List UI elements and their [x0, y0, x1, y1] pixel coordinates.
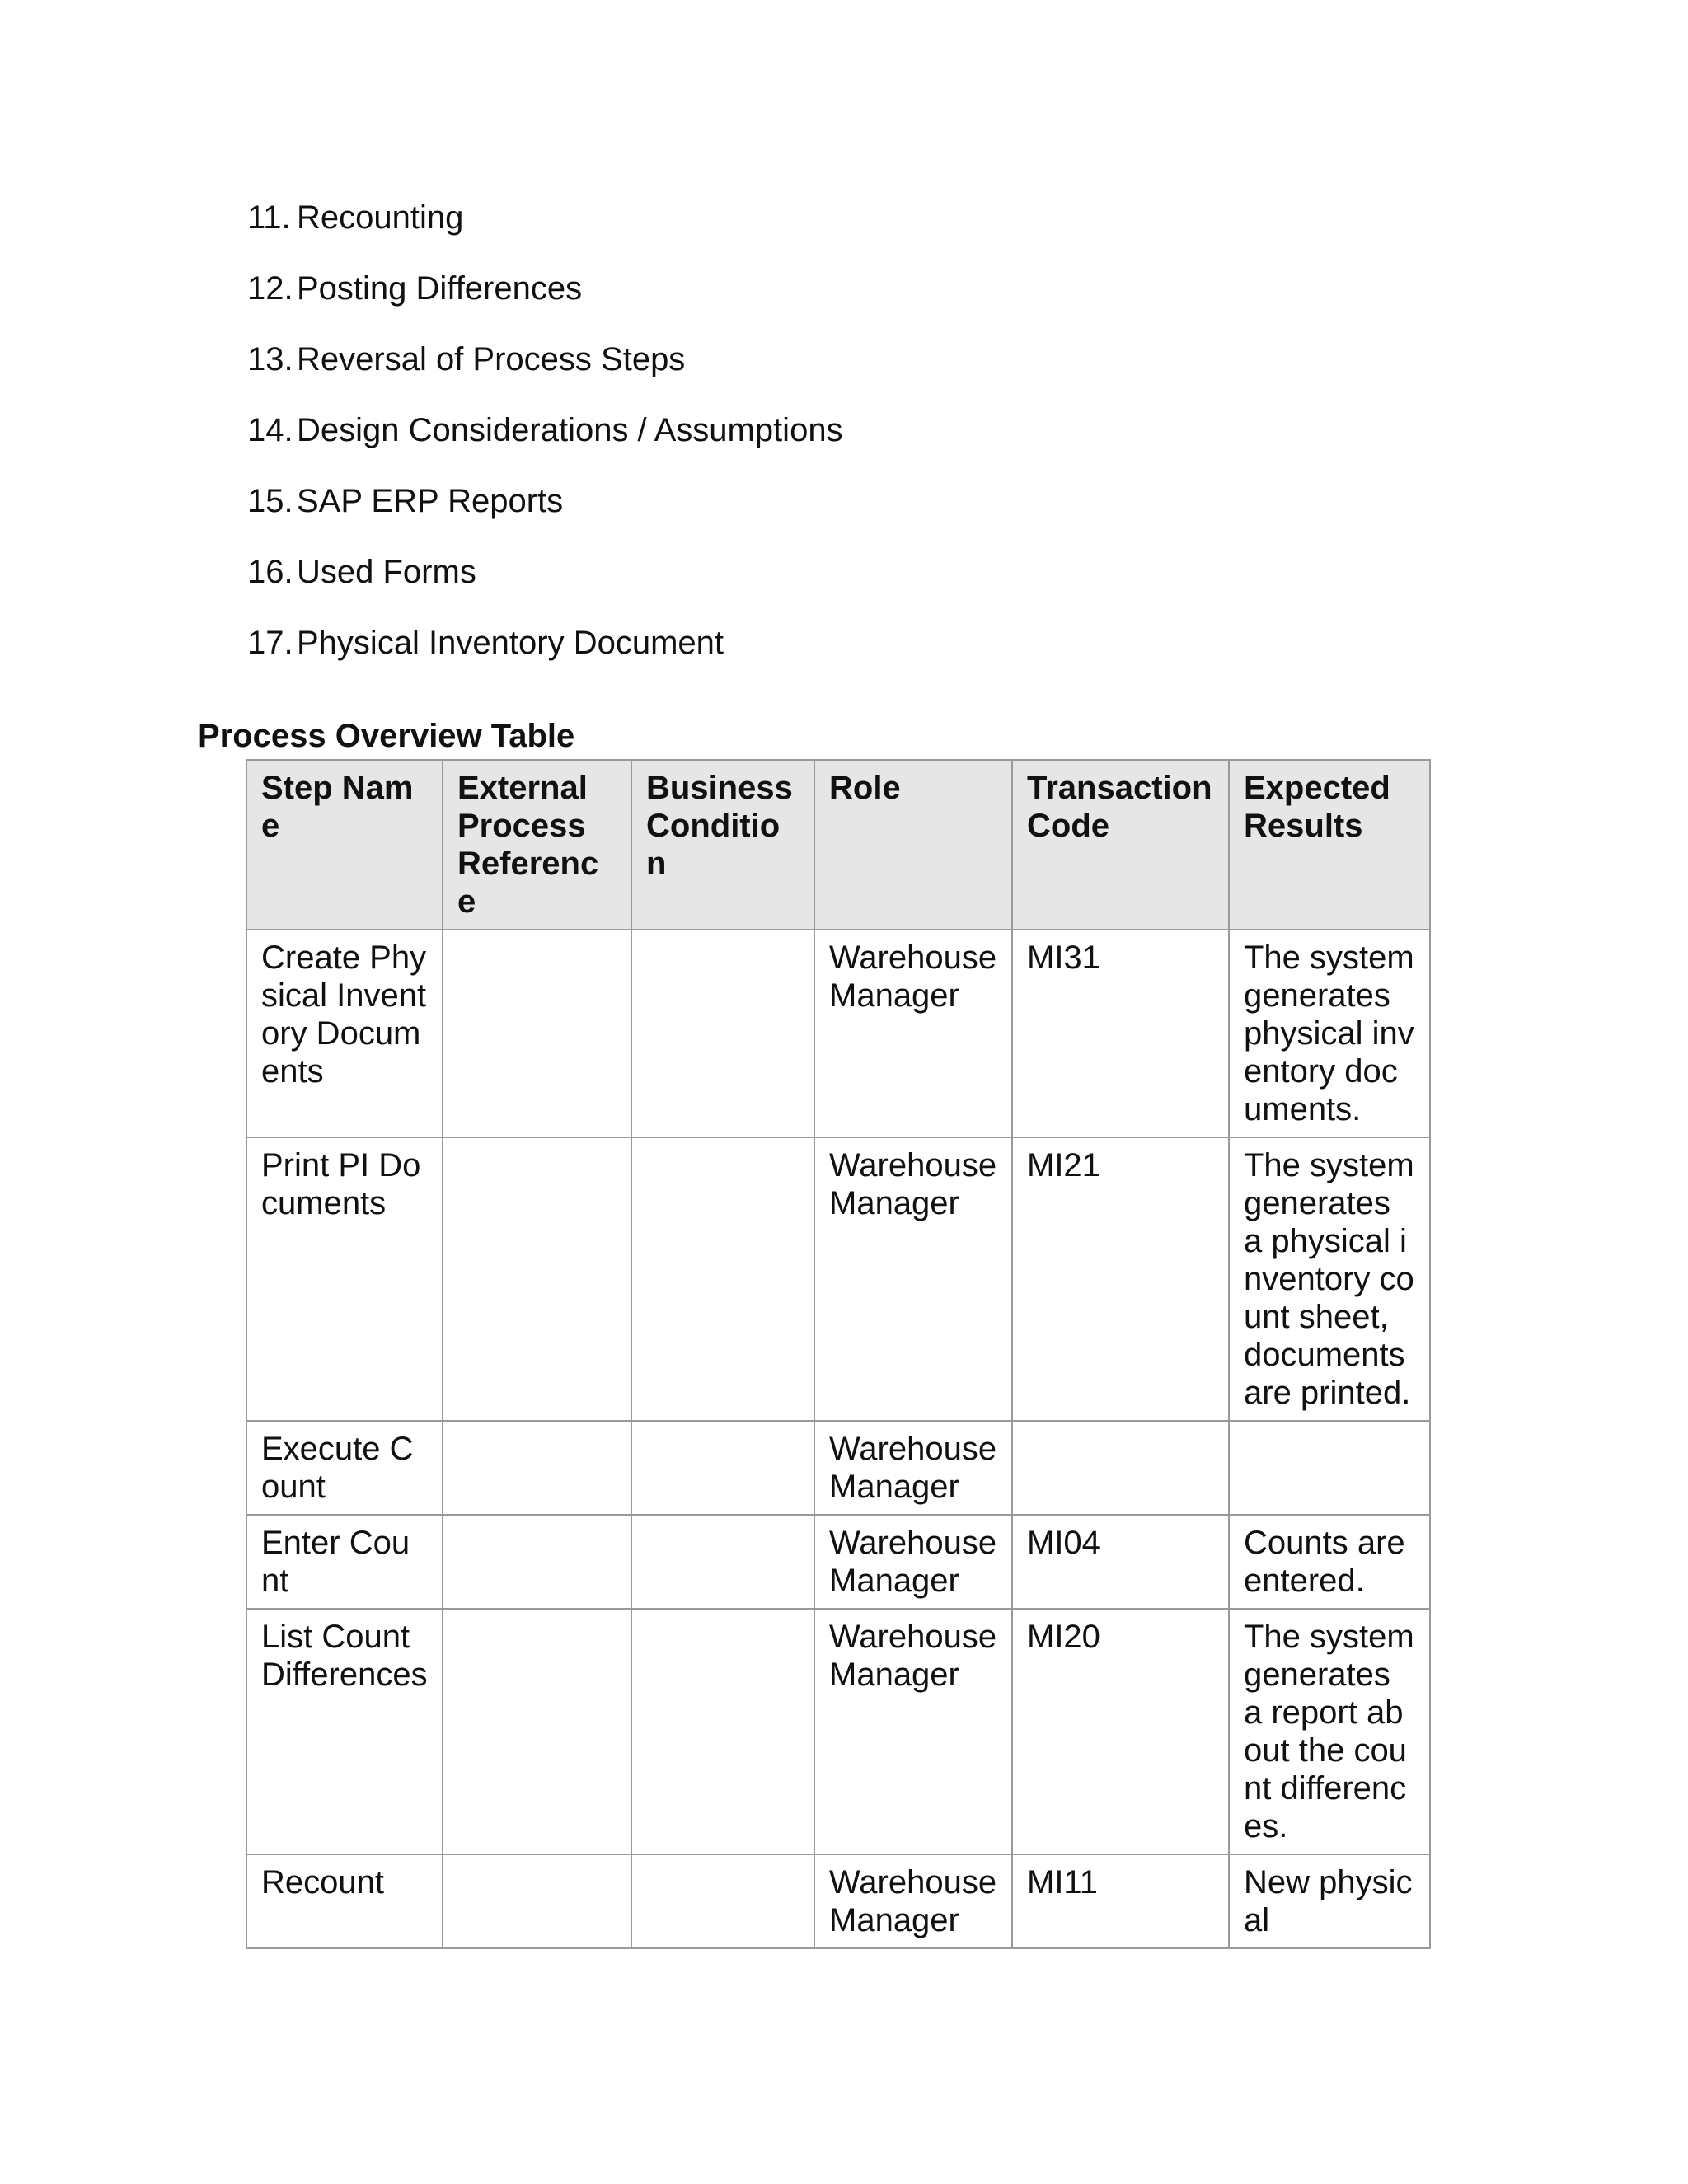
toc-item	[247, 475, 843, 546]
toc-item-number: 12.	[247, 270, 293, 307]
cell-business-condition	[631, 930, 814, 1137]
cell-business-condition	[631, 1854, 814, 1948]
cell-role: Warehouse Manager	[814, 1854, 1012, 1948]
toc-item-label: Physical Inventory Document	[297, 625, 724, 661]
header-external-process-reference: External Process Reference	[443, 760, 631, 930]
toc-item	[247, 546, 843, 616]
cell-business-condition	[631, 1421, 814, 1515]
cell-business-condition	[631, 1609, 814, 1854]
toc-item-number: 13.	[247, 341, 293, 377]
table-header-row	[246, 760, 1430, 930]
cell-expected-results	[1229, 1421, 1430, 1515]
toc-item	[247, 262, 843, 333]
cell-external-process-reference	[443, 930, 631, 1137]
toc-item-label: Reversal of Process Steps	[297, 341, 686, 377]
toc-item-number: 11.	[247, 199, 291, 236]
cell-role: Warehouse Manager	[814, 1515, 1012, 1609]
cell-transaction-code: MI11	[1012, 1854, 1229, 1948]
cell-expected-results: The system generates physical inventory documents.	[1229, 930, 1430, 1137]
cell-external-process-reference	[443, 1515, 631, 1609]
section-title: Process Overview Table	[198, 718, 575, 754]
toc-item-number: 15.	[247, 483, 293, 519]
cell-role: Warehouse Manager	[814, 930, 1012, 1137]
toc-item-label: Design Considerations / Assumptions	[297, 412, 843, 448]
toc-item-number: 16.	[247, 554, 293, 590]
toc-item-number: 14.	[247, 412, 293, 448]
table-row	[246, 1609, 1430, 1854]
process-overview-table	[246, 759, 1431, 1949]
cell-step-name: Print PI Documents	[246, 1137, 443, 1421]
toc-item-number: 17.	[247, 625, 293, 661]
toc-list	[247, 191, 843, 687]
cell-transaction-code: MI21	[1012, 1137, 1229, 1421]
toc-item	[247, 191, 843, 262]
toc-item-label: SAP ERP Reports	[297, 483, 564, 519]
header-role: Role	[814, 760, 1012, 930]
toc-item	[247, 404, 843, 475]
cell-step-name: Enter Count	[246, 1515, 443, 1609]
cell-role: Warehouse Manager	[814, 1137, 1012, 1421]
cell-step-name: Execute Count	[246, 1421, 443, 1515]
toc-item	[247, 616, 843, 687]
cell-expected-results: Counts are entered.	[1229, 1515, 1430, 1609]
cell-transaction-code: MI31	[1012, 930, 1229, 1137]
cell-transaction-code: MI20	[1012, 1609, 1229, 1854]
cell-expected-results: The system generates a physical inventory count sheet, documents are printed.	[1229, 1137, 1430, 1421]
header-business-condition: Business Condition	[631, 760, 814, 930]
toc-item	[247, 333, 843, 404]
toc-item-label: Posting Differences	[297, 270, 583, 307]
cell-business-condition	[631, 1137, 814, 1421]
toc-item-label: Recounting	[297, 199, 464, 236]
toc-item-label: Used Forms	[297, 554, 476, 590]
cell-external-process-reference	[443, 1137, 631, 1421]
cell-external-process-reference	[443, 1609, 631, 1854]
cell-role: Warehouse Manager	[814, 1609, 1012, 1854]
table-row	[246, 1137, 1430, 1421]
header-step-name: Step Name	[246, 760, 443, 930]
cell-external-process-reference	[443, 1421, 631, 1515]
cell-transaction-code: MI04	[1012, 1515, 1229, 1609]
cell-step-name: Recount	[246, 1854, 443, 1948]
cell-business-condition	[631, 1515, 814, 1609]
cell-role: Warehouse Manager	[814, 1421, 1012, 1515]
table-row	[246, 1854, 1430, 1948]
cell-external-process-reference	[443, 1854, 631, 1948]
cell-transaction-code	[1012, 1421, 1229, 1515]
header-transaction-code: Transaction Code	[1012, 760, 1229, 930]
table-row	[246, 1515, 1430, 1609]
cell-expected-results: New physical	[1229, 1854, 1430, 1948]
cell-step-name: List Count Differences	[246, 1609, 443, 1854]
table-row	[246, 1421, 1430, 1515]
cell-step-name: Create Physical Inventory Documents	[246, 930, 443, 1137]
cell-expected-results: The system generates a report about the count differences.	[1229, 1609, 1430, 1854]
header-expected-results: Expected Results	[1229, 760, 1430, 930]
table-row	[246, 930, 1430, 1137]
